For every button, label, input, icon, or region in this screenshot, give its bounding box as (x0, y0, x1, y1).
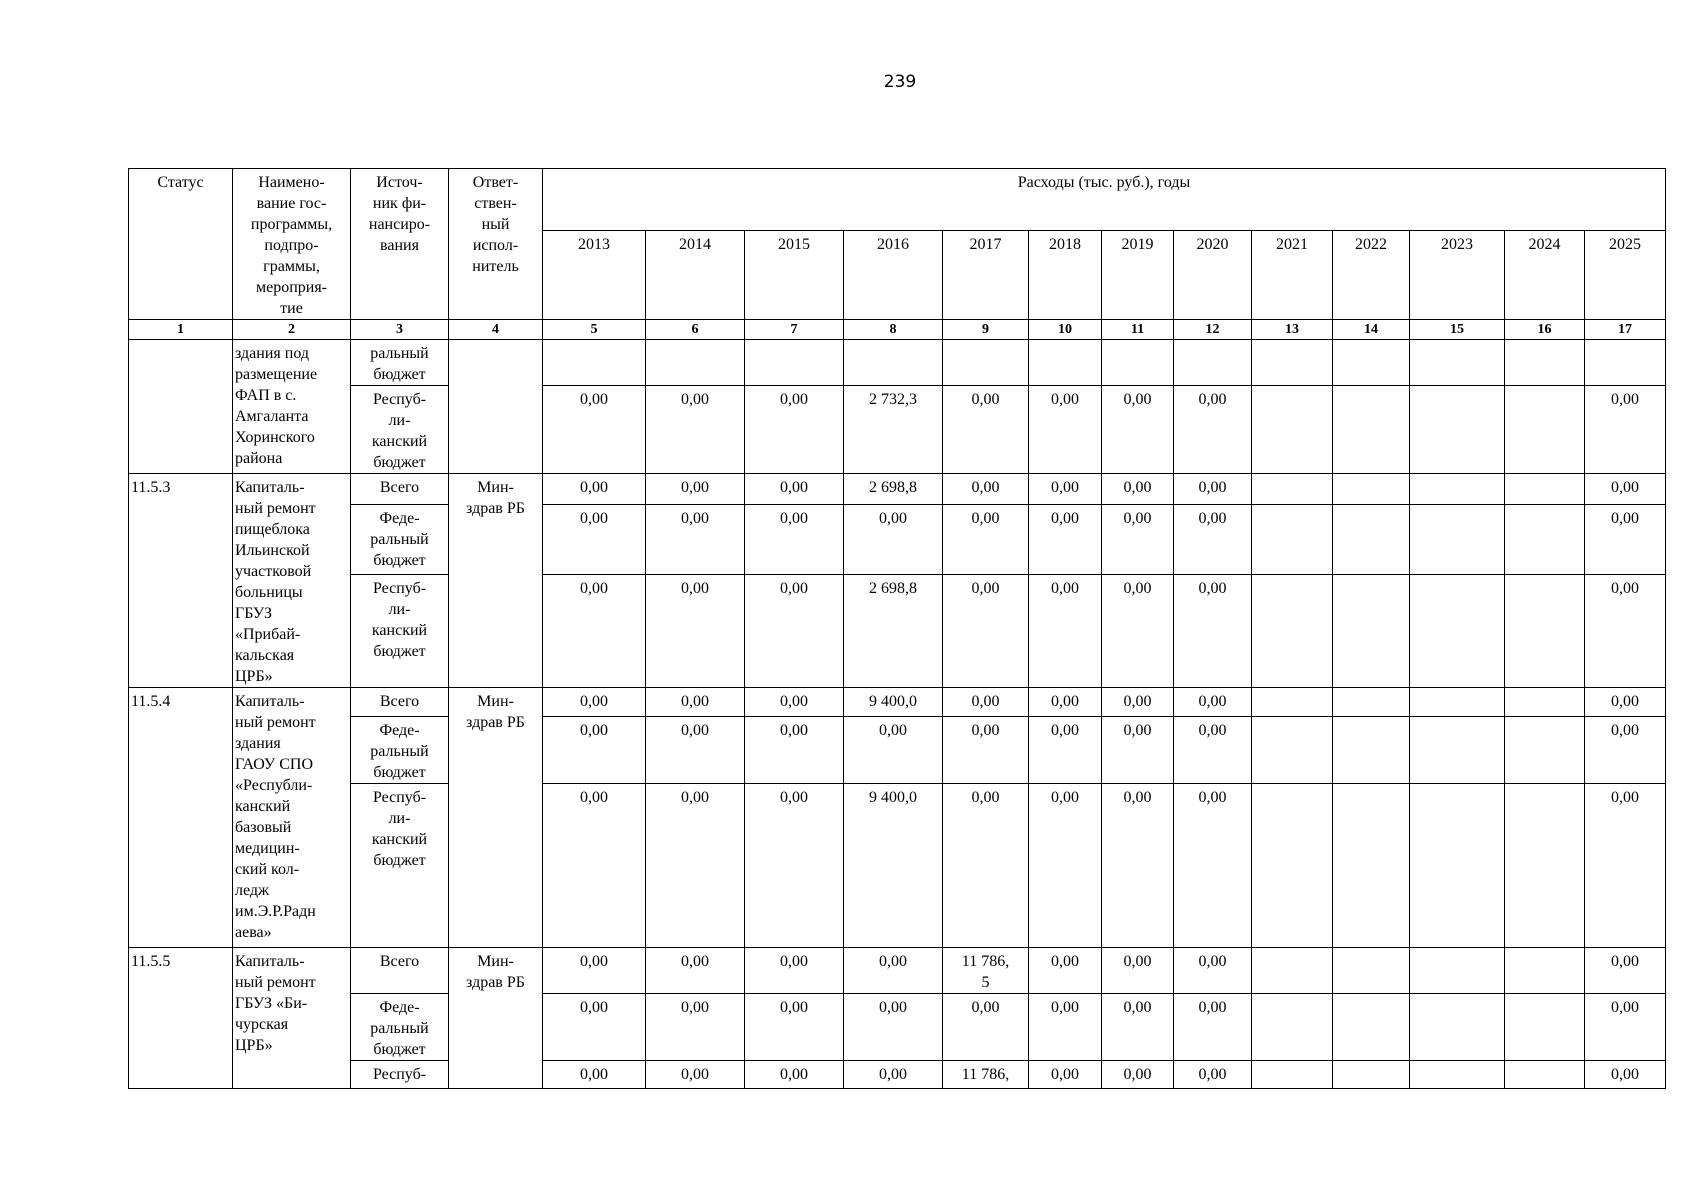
value-cell: 0,00 (1102, 948, 1174, 994)
year-header-2019: 2019 (1102, 231, 1174, 320)
value-cell: 0,00 (943, 784, 1029, 948)
value-cell: 0,00 (745, 784, 844, 948)
value-cell (1410, 474, 1505, 505)
value-cell: 0,00 (1102, 688, 1174, 717)
value-cell (1505, 340, 1585, 386)
value-cell (1333, 340, 1410, 386)
funding-source: Респуб- ли- канский бюджет (351, 784, 449, 948)
executor (449, 340, 543, 474)
year-header-2025: 2025 (1585, 231, 1666, 320)
value-cell: 0,00 (1029, 474, 1102, 505)
value-cell: 0,00 (1102, 717, 1174, 784)
value-cell (1410, 717, 1505, 784)
column-number-2: 2 (233, 320, 351, 340)
column-number-14: 14 (1333, 320, 1410, 340)
column-number-17: 17 (1585, 320, 1666, 340)
value-cell: 9 400,0 (844, 688, 943, 717)
table-row (129, 784, 1666, 948)
budget-table (128, 168, 1666, 1089)
value-cell (1505, 948, 1585, 994)
value-cell (1410, 994, 1505, 1061)
table-row (129, 994, 1666, 1061)
year-header-2016: 2016 (844, 231, 943, 320)
value-cell: 0,00 (1174, 994, 1252, 1061)
value-cell: 0,00 (943, 386, 1029, 474)
value-cell: 0,00 (943, 994, 1029, 1061)
funding-source: Феде- ральный бюджет (351, 994, 449, 1061)
column-number-13: 13 (1252, 320, 1333, 340)
value-cell: 0,00 (844, 994, 943, 1061)
table-row (129, 504, 1666, 575)
value-cell: 0,00 (745, 717, 844, 784)
year-header-2020: 2020 (1174, 231, 1252, 320)
value-cell (1505, 1061, 1585, 1089)
table-row (129, 474, 1666, 505)
value-cell: 0,00 (1174, 784, 1252, 948)
value-cell: 0,00 (1585, 386, 1666, 474)
value-cell: 0,00 (1174, 688, 1252, 717)
executor: Мин- здрав РБ (449, 688, 543, 948)
value-cell: 0,00 (1029, 575, 1102, 688)
year-header-2023: 2023 (1410, 231, 1505, 320)
column-number-7: 7 (745, 320, 844, 340)
value-cell: 0,00 (1174, 504, 1252, 575)
value-cell: 0,00 (1102, 504, 1174, 575)
funding-source: Всего (351, 688, 449, 717)
value-cell: 0,00 (1174, 386, 1252, 474)
value-cell (1410, 1061, 1505, 1089)
value-cell (1252, 386, 1333, 474)
page-number: 239 (883, 72, 917, 92)
value-cell (1252, 948, 1333, 994)
table-row (129, 575, 1666, 688)
value-cell (1410, 948, 1505, 994)
column-number-15: 15 (1410, 320, 1505, 340)
value-cell: 0,00 (745, 994, 844, 1061)
value-cell: 0,00 (1174, 948, 1252, 994)
header-name: Наимено- вание гос- программы, подпро- граммы, мероприя- тие (233, 169, 351, 320)
value-cell: 0,00 (745, 474, 844, 505)
value-cell: 0,00 (1585, 784, 1666, 948)
column-number-5: 5 (543, 320, 646, 340)
value-cell (1252, 784, 1333, 948)
year-header-2015: 2015 (745, 231, 844, 320)
value-cell (1410, 504, 1505, 575)
funding-source: Респуб- ли- канский бюджет (351, 386, 449, 474)
value-cell (1505, 575, 1585, 688)
column-number-16: 16 (1505, 320, 1585, 340)
value-cell: 0,00 (543, 575, 646, 688)
value-cell: 0,00 (943, 575, 1029, 688)
value-cell: 0,00 (844, 504, 943, 575)
value-cell: 2 732,3 (844, 386, 943, 474)
value-cell (844, 340, 943, 386)
value-cell (1252, 1061, 1333, 1089)
year-header-2024: 2024 (1505, 231, 1585, 320)
year-header-2022: 2022 (1333, 231, 1410, 320)
header-executor: Ответ- ствен- ный испол- нитель (449, 169, 543, 320)
funding-source: Респуб- ли- канский бюджет (351, 575, 449, 688)
value-cell: 0,00 (745, 688, 844, 717)
table-row (129, 948, 1666, 994)
table-row (129, 688, 1666, 717)
value-cell (1505, 717, 1585, 784)
funding-source: ральный бюджет (351, 340, 449, 386)
value-cell: 0,00 (745, 1061, 844, 1089)
value-cell: 0,00 (1102, 1061, 1174, 1089)
value-cell: 0,00 (1174, 575, 1252, 688)
value-cell (1333, 994, 1410, 1061)
value-cell (1410, 340, 1505, 386)
value-cell: 0,00 (745, 575, 844, 688)
status-cell (129, 340, 233, 474)
header-status: Статус (129, 169, 233, 320)
column-number-12: 12 (1174, 320, 1252, 340)
value-cell: 0,00 (646, 504, 745, 575)
table-row (129, 340, 1666, 386)
value-cell: 0,00 (543, 474, 646, 505)
column-number-1: 1 (129, 320, 233, 340)
event-name: здания под размещение ФАП в с. Амгаланта Хоринского района (233, 340, 351, 474)
value-cell: 0,00 (646, 717, 745, 784)
value-cell (1333, 948, 1410, 994)
value-cell: 0,00 (1029, 504, 1102, 575)
value-cell: 0,00 (1585, 504, 1666, 575)
status-cell: 11.5.4 (129, 688, 233, 948)
executor: Мин- здрав РБ (449, 948, 543, 1089)
value-cell: 0,00 (543, 504, 646, 575)
column-number-8: 8 (844, 320, 943, 340)
value-cell: 0,00 (646, 1061, 745, 1089)
value-cell (1505, 784, 1585, 948)
value-cell (1505, 386, 1585, 474)
funding-source: Всего (351, 948, 449, 994)
table-row (129, 1061, 1666, 1089)
value-cell: 0,00 (543, 717, 646, 784)
value-cell: 0,00 (543, 948, 646, 994)
executor: Мин- здрав РБ (449, 474, 543, 688)
value-cell: 0,00 (646, 386, 745, 474)
header-expenses: Расходы (тыс. руб.), годы (543, 169, 1666, 231)
value-cell (1333, 504, 1410, 575)
value-cell (1102, 340, 1174, 386)
column-number-11: 11 (1102, 320, 1174, 340)
status-cell: 11.5.3 (129, 474, 233, 688)
status-cell: 11.5.5 (129, 948, 233, 1089)
value-cell (1252, 504, 1333, 575)
value-cell: 9 400,0 (844, 784, 943, 948)
value-cell: 0,00 (1029, 386, 1102, 474)
funding-source: Всего (351, 474, 449, 505)
value-cell: 0,00 (1585, 948, 1666, 994)
value-cell: 0,00 (844, 1061, 943, 1089)
value-cell (1333, 474, 1410, 505)
value-cell (1333, 1061, 1410, 1089)
value-cell: 2 698,8 (844, 474, 943, 505)
value-cell: 2 698,8 (844, 575, 943, 688)
event-name: Капиталь- ный ремонт ГБУЗ «Би- чурская ЦРБ» (233, 948, 351, 1089)
funding-source: Респуб- (351, 1061, 449, 1089)
value-cell: 0,00 (543, 386, 646, 474)
value-cell: 0,00 (1029, 717, 1102, 784)
value-cell: 0,00 (543, 994, 646, 1061)
value-cell: 0,00 (1029, 688, 1102, 717)
value-cell: 0,00 (745, 386, 844, 474)
value-cell (745, 340, 844, 386)
value-cell: 0,00 (1102, 474, 1174, 505)
value-cell (1585, 340, 1666, 386)
header-source: Источ- ник фи- нансиро- вания (351, 169, 449, 320)
value-cell: 0,00 (844, 717, 943, 784)
year-header-2013: 2013 (543, 231, 646, 320)
value-cell (1252, 688, 1333, 717)
value-cell (1505, 504, 1585, 575)
value-cell: 0,00 (844, 948, 943, 994)
value-cell: 11 786, 5 (943, 948, 1029, 994)
value-cell (1505, 688, 1585, 717)
value-cell: 0,00 (1102, 575, 1174, 688)
value-cell: 0,00 (1174, 717, 1252, 784)
value-cell: 0,00 (646, 575, 745, 688)
value-cell (1505, 994, 1585, 1061)
value-cell: 0,00 (543, 1061, 646, 1089)
value-cell: 0,00 (943, 504, 1029, 575)
value-cell (1174, 340, 1252, 386)
value-cell (1333, 386, 1410, 474)
value-cell (1029, 340, 1102, 386)
value-cell (1505, 474, 1585, 505)
value-cell: 0,00 (1585, 994, 1666, 1061)
value-cell: 0,00 (943, 474, 1029, 505)
value-cell (1252, 340, 1333, 386)
value-cell: 0,00 (646, 474, 745, 505)
value-cell: 0,00 (745, 504, 844, 575)
value-cell (1410, 386, 1505, 474)
value-cell: 0,00 (745, 948, 844, 994)
value-cell: 0,00 (1102, 784, 1174, 948)
value-cell: 0,00 (1585, 474, 1666, 505)
column-number-9: 9 (943, 320, 1029, 340)
value-cell: 0,00 (1585, 688, 1666, 717)
value-cell: 0,00 (1029, 994, 1102, 1061)
value-cell (1410, 784, 1505, 948)
column-number-3: 3 (351, 320, 449, 340)
value-cell (1252, 717, 1333, 784)
value-cell: 0,00 (943, 717, 1029, 784)
year-header-2014: 2014 (646, 231, 745, 320)
value-cell (1252, 575, 1333, 688)
value-cell: 0,00 (646, 688, 745, 717)
value-cell: 0,00 (1102, 386, 1174, 474)
value-cell: 0,00 (943, 688, 1029, 717)
value-cell: 0,00 (646, 994, 745, 1061)
value-cell: 0,00 (646, 784, 745, 948)
value-cell (1333, 688, 1410, 717)
value-cell: 0,00 (1029, 948, 1102, 994)
value-cell: 0,00 (1174, 1061, 1252, 1089)
table-row (129, 717, 1666, 784)
value-cell (1410, 575, 1505, 688)
year-header-2021: 2021 (1252, 231, 1333, 320)
value-cell (1333, 784, 1410, 948)
column-number-4: 4 (449, 320, 543, 340)
value-cell (1410, 688, 1505, 717)
event-name: Капиталь- ный ремонт здания ГАОУ СПО «Республи- канский базовый медицин- ский кол- ледж им.Э.Р.Радн аева» (233, 688, 351, 948)
value-cell: 0,00 (1029, 1061, 1102, 1089)
value-cell: 0,00 (1102, 994, 1174, 1061)
value-cell: 0,00 (1029, 784, 1102, 948)
year-header-2017: 2017 (943, 231, 1029, 320)
value-cell (646, 340, 745, 386)
event-name: Капиталь- ный ремонт пищеблока Ильинской участковой больницы ГБУЗ «Прибай- кальская ЦРБ» (233, 474, 351, 688)
value-cell: 11 786, (943, 1061, 1029, 1089)
year-header-2018: 2018 (1029, 231, 1102, 320)
value-cell (943, 340, 1029, 386)
value-cell (1252, 994, 1333, 1061)
value-cell (1333, 575, 1410, 688)
value-cell: 0,00 (543, 784, 646, 948)
value-cell: 0,00 (646, 948, 745, 994)
value-cell (543, 340, 646, 386)
table-row (129, 386, 1666, 474)
column-number-10: 10 (1029, 320, 1102, 340)
value-cell: 0,00 (1174, 474, 1252, 505)
funding-source: Феде- ральный бюджет (351, 717, 449, 784)
funding-source: Феде- ральный бюджет (351, 504, 449, 575)
value-cell (1252, 474, 1333, 505)
value-cell: 0,00 (543, 688, 646, 717)
column-number-6: 6 (646, 320, 745, 340)
value-cell: 0,00 (1585, 717, 1666, 784)
value-cell: 0,00 (1585, 575, 1666, 688)
value-cell (1333, 717, 1410, 784)
value-cell: 0,00 (1585, 1061, 1666, 1089)
